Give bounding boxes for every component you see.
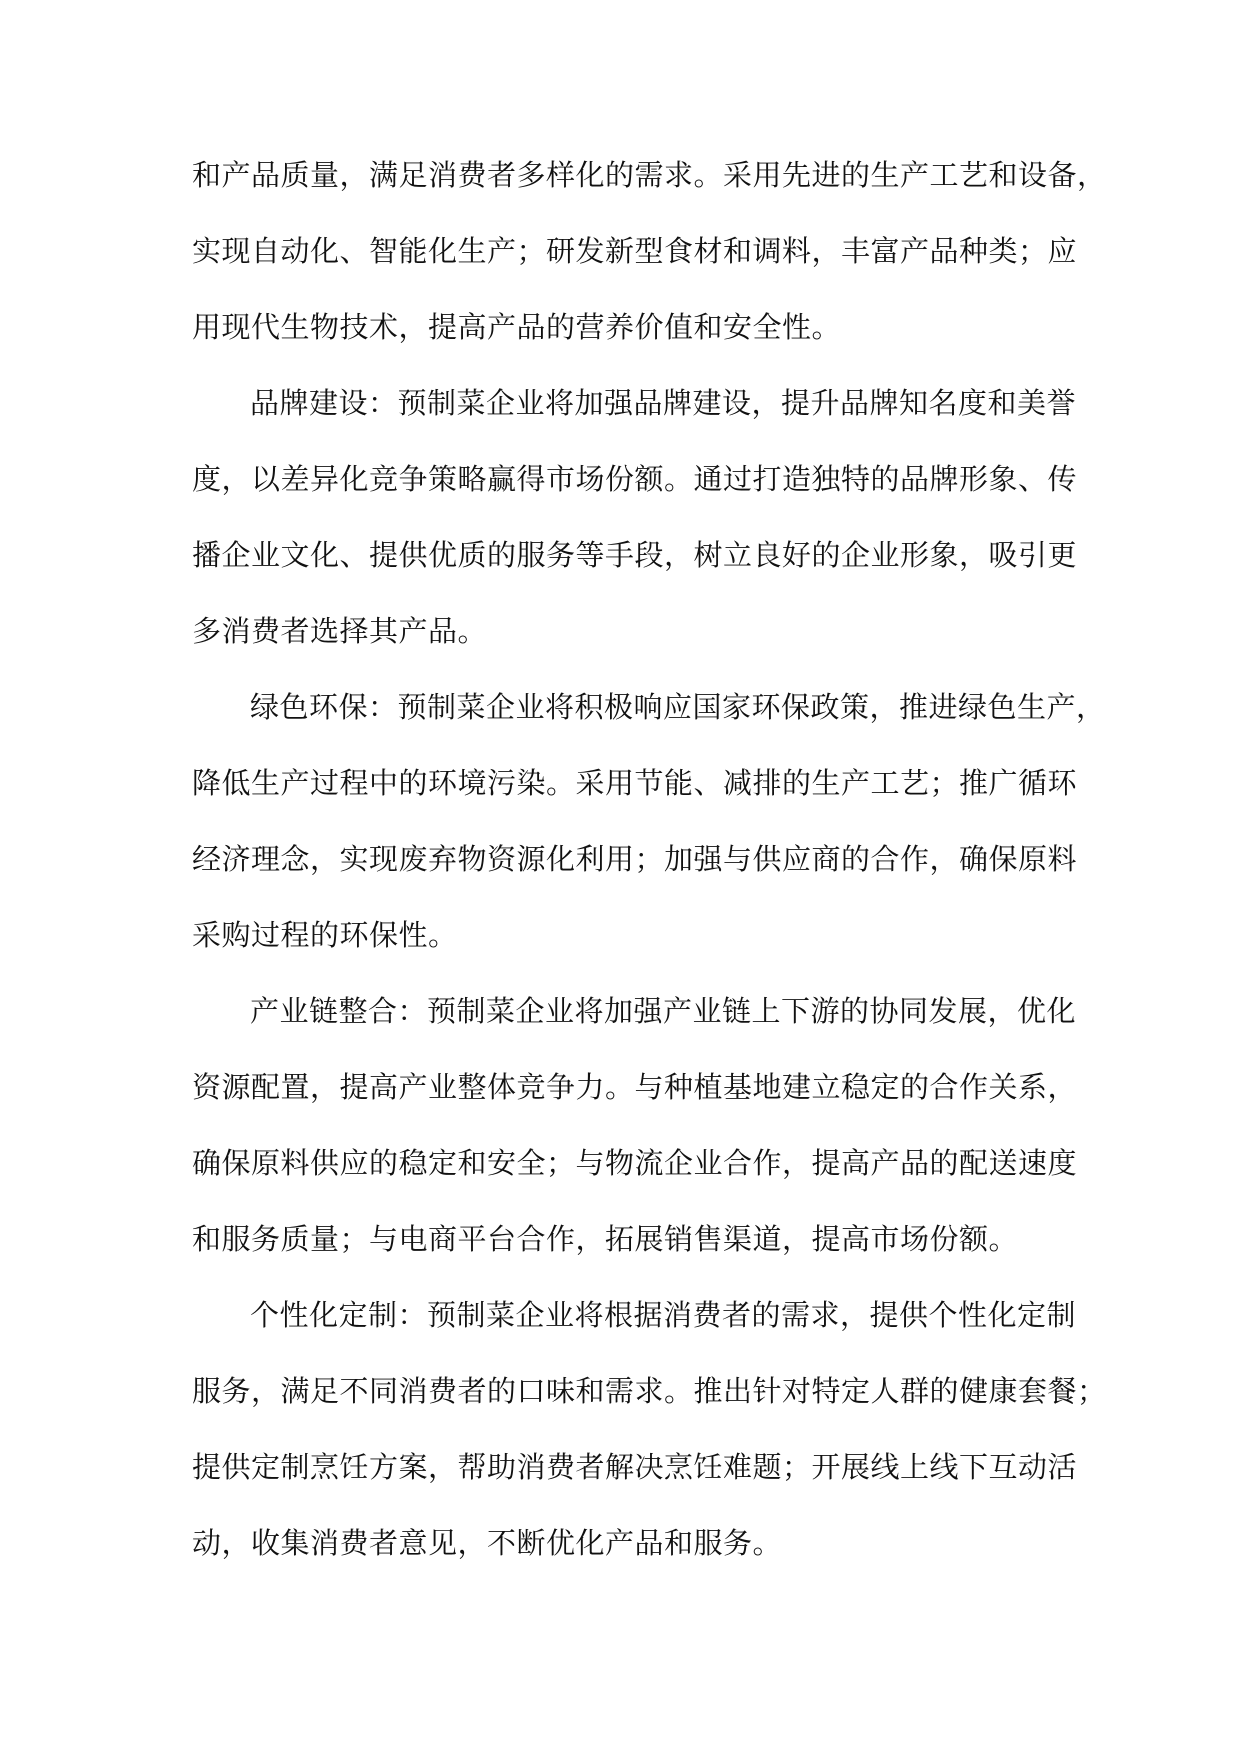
paragraph-5-line-1: 个性化定制：预制菜企业将根据消费者的需求，提供个性化定制 [250,1298,1077,1332]
paragraph-4-line-3: 确保原料供应的稳定和安全；与物流企业合作，提高产品的配送速度 [192,1146,1078,1180]
paragraph-3-line-1: 绿色环保：预制菜企业将积极响应国家环保政策，推进绿色生产， [250,690,1106,724]
paragraph-1-line-2: 实现自动化、智能化生产；研发新型食材和调料，丰富产品种类；应 [192,234,1078,268]
paragraph-3-line-3: 经济理念，实现废弃物资源化利用；加强与供应商的合作，确保原料 [192,842,1078,876]
paragraph-1-line-1: 和产品质量，满足消费者多样化的需求。采用先进的生产工艺和设备， [192,158,1107,192]
paragraph-2-line-4: 多消费者选择其产品。 [192,614,488,648]
paragraph-2-line-3: 播企业文化、提供优质的服务等手段，树立良好的企业形象，吸引更 [192,538,1078,572]
paragraph-5-line-4: 动，收集消费者意见，不断优化产品和服务。 [192,1526,783,1560]
paragraph-2-line-1: 品牌建设：预制菜企业将加强品牌建设，提升品牌知名度和美誉 [250,386,1077,420]
paragraph-3-line-4: 采购过程的环保性。 [192,918,458,952]
paragraph-5-line-2: 服务，满足不同消费者的口味和需求。推出针对特定人群的健康套餐； [192,1374,1107,1408]
paragraph-2-line-2: 度，以差异化竞争策略赢得市场份额。通过打造独特的品牌形象、传 [192,462,1078,496]
paragraph-4-line-2: 资源配置，提高产业整体竞争力。与种植基地建立稳定的合作关系， [192,1070,1078,1104]
paragraph-4-line-4: 和服务质量；与电商平台合作，拓展销售渠道，提高市场份额。 [192,1222,1019,1256]
paragraph-4-line-1: 产业链整合：预制菜企业将加强产业链上下游的协同发展，优化 [250,994,1077,1028]
paragraph-5-line-3: 提供定制烹饪方案，帮助消费者解决烹饪难题；开展线上线下互动活 [192,1450,1078,1484]
document-body [192,137,1107,1581]
paragraph-1-line-3: 用现代生物技术，提高产品的营养价值和安全性。 [192,310,842,344]
paragraph-3-line-2: 降低生产过程中的环境污染。采用节能、减排的生产工艺；推广循环 [192,766,1078,800]
